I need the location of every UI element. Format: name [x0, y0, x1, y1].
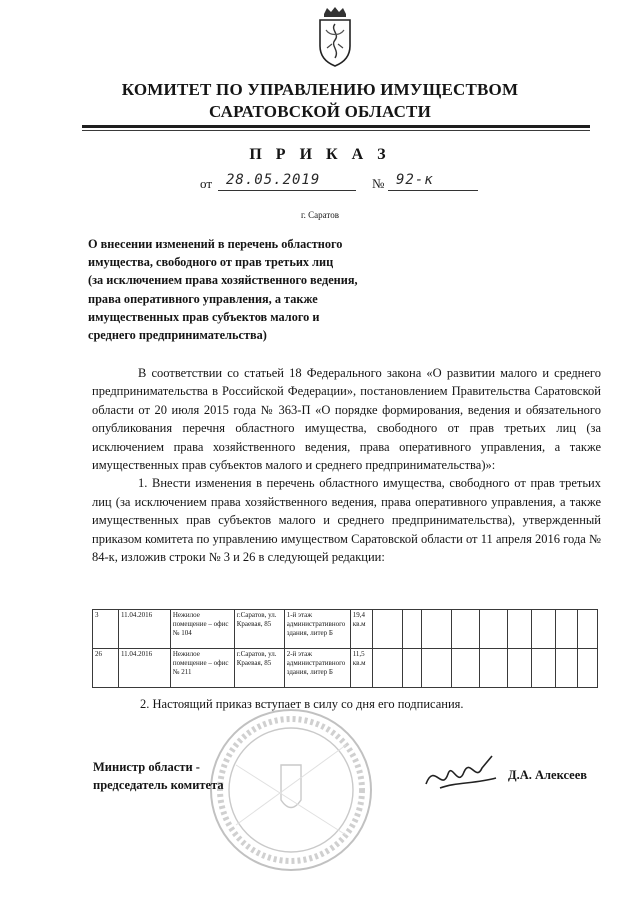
- table-cell: г.Саратов, ул. Краевая, 85: [234, 610, 284, 649]
- number-line: [388, 190, 478, 191]
- signatory-name: Д.А. Алексеев: [508, 768, 588, 782]
- table-cell: 11.04.2016: [118, 610, 170, 649]
- table-cell: г.Саратов, ул. Краевая, 85: [234, 649, 284, 688]
- table-cell: Нежилое помещение – офис № 211: [170, 649, 234, 688]
- number-prefix: №: [372, 176, 385, 191]
- table-cell: [402, 610, 422, 649]
- table-cell: 11.04.2016: [118, 649, 170, 688]
- subject-line: среднего предпринимательства): [88, 328, 267, 343]
- coat-of-arms-icon: [316, 6, 354, 68]
- signatory-title-line2: председатель комитета: [93, 778, 224, 792]
- subject-line: (за исключением права хозяйственного ведения,: [88, 273, 358, 288]
- table-cell: [556, 610, 578, 649]
- table-cell: 26: [93, 649, 119, 688]
- preamble-paragraph: В соответствии со статьей 18 Федерального закона «О развитии малого и среднего предпринимательства в Российской Федерации», постановлением Правительства Саратовской области от 20 июля 2015 года № 363-П «О порядке формирования, ведения и обязательного опубликования перечня областного имущества, свободного от прав третьих лиц (за исключением права хозяйственного ведения, права оперативного управления, а также имущественных прав субъектов малого и среднего предпринимательства)»:: [92, 366, 601, 473]
- table-cell: [422, 649, 452, 688]
- issue-city: г. Саратов: [301, 210, 339, 220]
- table-cell: [372, 610, 402, 649]
- document-type: П Р И К А З: [249, 146, 391, 163]
- header-rule-thick: [82, 125, 590, 128]
- property-list-table: [92, 609, 598, 688]
- table-cell: 19,4 кв.м: [350, 610, 372, 649]
- subject-line: О внесении изменений в перечень областного: [88, 237, 343, 251]
- table-cell: 3: [93, 610, 119, 649]
- table-cell: 2-й этаж административного здания, литер Б: [284, 649, 350, 688]
- item-1-paragraph: 1. Внести изменения в перечень областного имущества, свободного от прав третьих лиц (за исключением права хозяйственного ведения, права оперативного управления, а также имущественных прав субъектов малого и среднего предпринимательства), утвержденный приказом комитета по управлению имуществом Саратовской области от 11 апреля 2016 года № 84-к, изложив строки № 3 и 26 в следующей редакции:: [92, 476, 601, 565]
- date-prefix: от: [200, 176, 213, 191]
- organization-name-line2: САРАТОВСКОЙ ОБЛАСТИ: [208, 102, 432, 121]
- table-cell: [508, 649, 532, 688]
- table-cell: [556, 649, 578, 688]
- table-cell: [452, 610, 480, 649]
- table-cell: [372, 649, 402, 688]
- date-line: [218, 190, 356, 191]
- header-rule-thin: [82, 130, 590, 131]
- table-cell: [480, 610, 508, 649]
- subject-line: права оперативного управления, а также: [88, 291, 318, 306]
- table-cell: 1-й этаж административного здания, литер Б: [284, 610, 350, 649]
- order-body: [92, 364, 601, 566]
- handwritten-date: 28.05.2019: [226, 172, 321, 188]
- table-cell: [577, 610, 597, 649]
- table-cell: [508, 610, 532, 649]
- order-subject: [88, 235, 408, 344]
- order-date-number-row: [200, 172, 500, 194]
- table-cell: 11,5 кв.м: [350, 649, 372, 688]
- subject-line: имущества, свободного от прав третьих лиц: [88, 255, 334, 270]
- table-row: [93, 649, 598, 688]
- official-seal-icon: [196, 705, 386, 875]
- table-cell: [422, 610, 452, 649]
- table-cell: Нежилое помещение – офис № 104: [170, 610, 234, 649]
- table-cell: [532, 610, 556, 649]
- handwritten-signature-icon: [420, 752, 500, 800]
- handwritten-number: 92-к: [396, 172, 434, 188]
- item-2-paragraph: 2. Настоящий приказ вступает в силу со дня его подписания.: [140, 697, 464, 711]
- table-cell: [532, 649, 556, 688]
- signatory-title-line1: Министр области -: [93, 760, 200, 774]
- organization-name-line1: КОМИТЕТ ПО УПРАВЛЕНИЮ ИМУЩЕСТВОМ: [121, 80, 519, 99]
- table-row: [93, 610, 598, 649]
- table-cell: [452, 649, 480, 688]
- table-cell: [402, 649, 422, 688]
- table-cell: [480, 649, 508, 688]
- table-cell: [577, 649, 597, 688]
- subject-line: имущественных прав субъектов малого и: [88, 309, 320, 324]
- signatory-title: [93, 758, 224, 794]
